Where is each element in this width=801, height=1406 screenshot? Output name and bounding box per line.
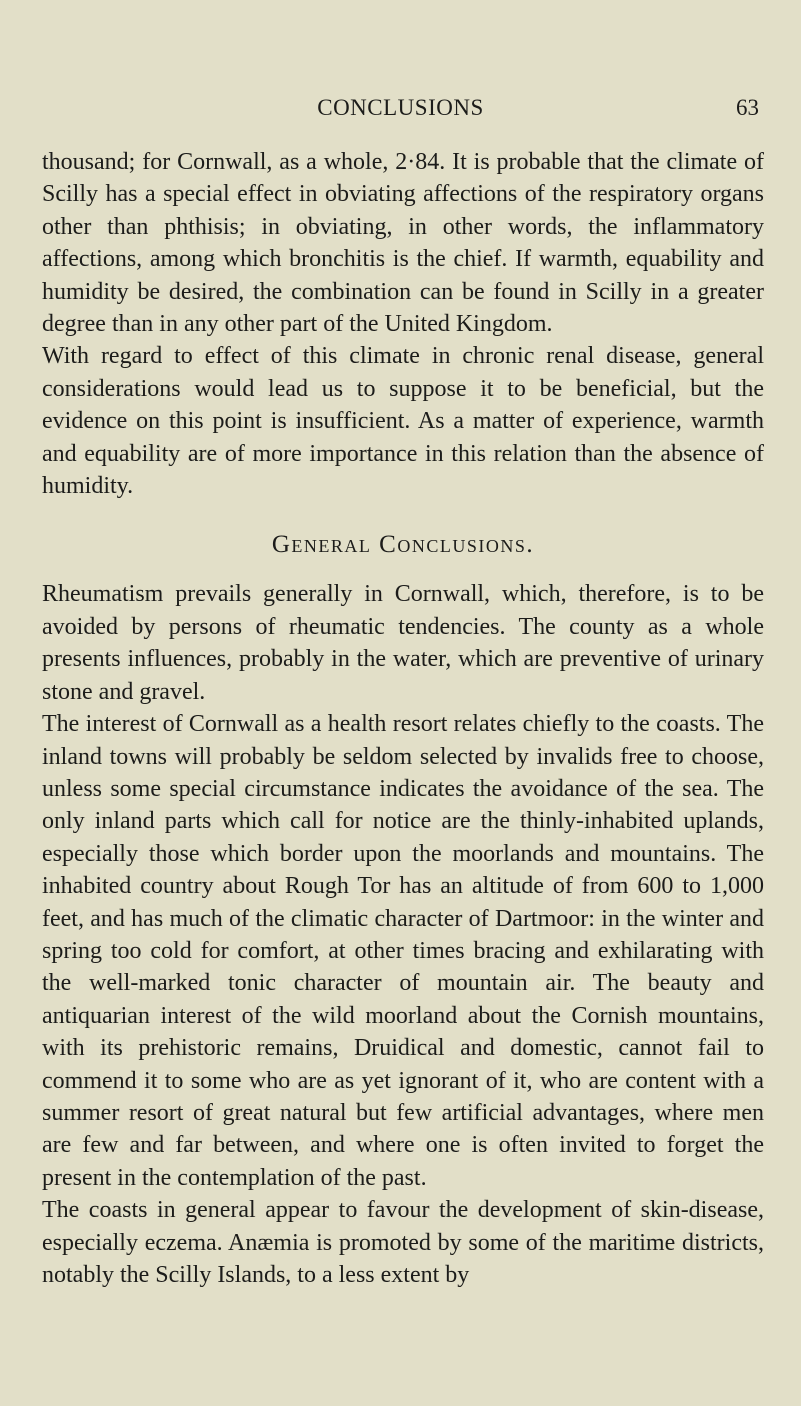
running-title: CONCLUSIONS — [317, 95, 484, 120]
section-heading: General Conclusions. — [271, 531, 535, 559]
paragraph-coasts: The coasts in general appear to favour the development of skin-disease, especially eczema. Anæmia is promoted by some of the maritime districts, notably the Scilly Islands, to a less extent by — [42, 1197, 764, 1288]
page-number: 63 — [736, 95, 759, 120]
paragraph-renal-disease: With regard to effect of this climate in chronic renal disease, general considerations would lead us to suppose it to be beneficial, but the evidence on this point is insufficient. As a matter of experience, warmth and equability are of more importance in this relation than the absence of humidity. — [42, 343, 764, 500]
paragraph-rheumatism: Rheumatism prevails generally in Cornwall, which, therefore, is to be avoided by persons of rheumatic tendencies. The county as a whole presents influences, probably in the water, which are preventive of urinary stone and gravel. — [42, 581, 764, 705]
body-text — [42, 146, 764, 1291]
running-head — [0, 95, 801, 125]
paragraph-continued: thousand; for Cornwall, as a whole, 2·84. It is probable that the climate of Scilly has a special effect in obviating affections of the respiratory organs other than phthisis; in obviating, in other words, the inflammatory affections, among which bronchitis is the chief. If warmth, equability and humidity be desired, the combination can be found in Scilly in a greater degree than in any other part of the United Kingdom. — [42, 149, 764, 338]
paragraph-health-resort: The interest of Cornwall as a health resort relates chiefly to the coasts. The inland towns will probably be seldom selected by invalids free to choose, unless some special circumstance indicates the avoidance of the sea. The only inland parts which call for notice are the thinly-inhabited uplands, especially those which border upon the moorlands and mountains. The inhabited country about Rough Tor has an altitude of from 600 to 1,000 feet, and has much of the climatic character of Dartmoor: in the winter and spring too cold for comfort, at other times bracing and exhilarating with the well-marked tonic character of mountain air. The beauty and antiquarian interest of the wild moorland about the Cornish mountains, with its prehistoric remains, Druidical and domestic, cannot fail to commend it to some who are as yet ignorant of it, who are content with a summer resort of great natural but few artificial advantages, where men are few and far between, and where one is often invited to forget the present in the contemplation of the past. — [42, 711, 764, 1191]
